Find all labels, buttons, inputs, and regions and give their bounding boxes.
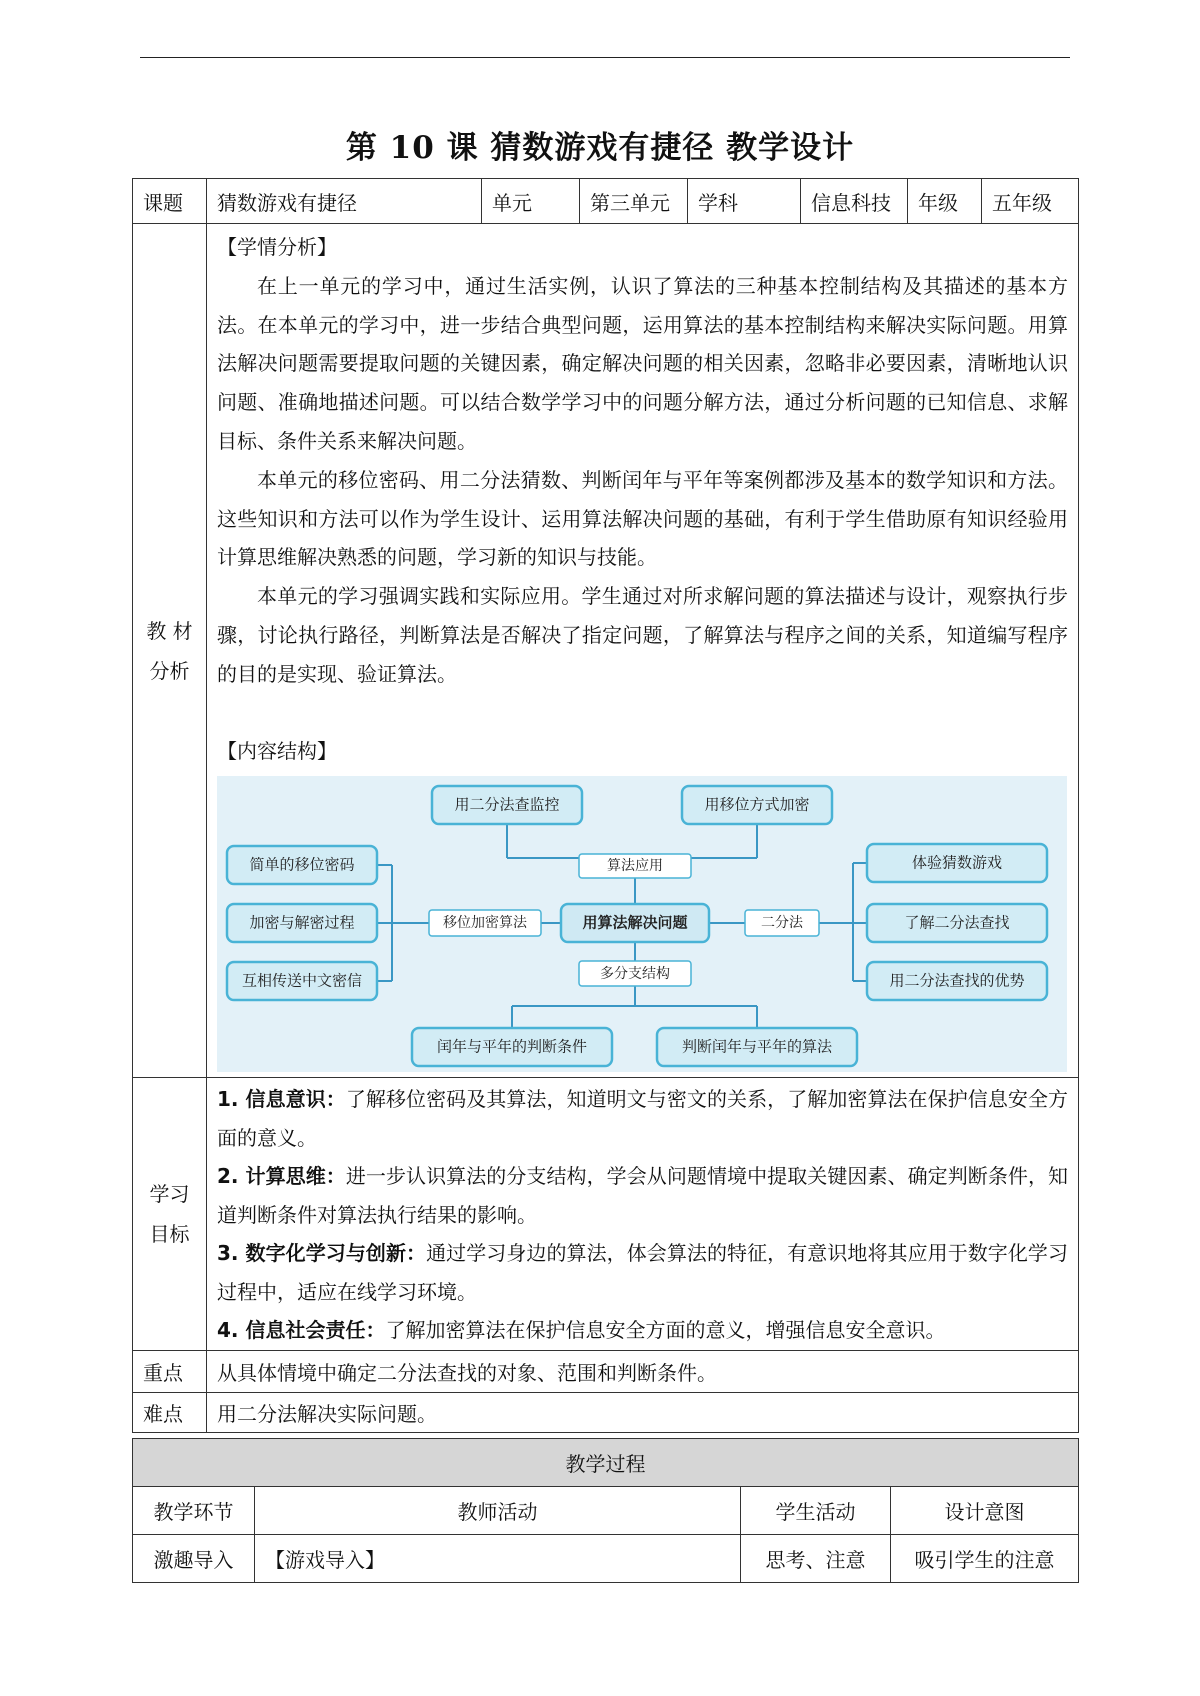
diagram-node-left-3 <box>227 962 377 1000</box>
key-point-text: 从具体情境中确定二分法查找的对象、范围和判断条件。 <box>207 1350 1079 1392</box>
document-title: 第 10 课 猜数游戏有捷径 教学设计 <box>345 130 855 166</box>
diagram-node-top-left-label: 用二分法查监控 <box>454 795 560 814</box>
student-analysis-heading: 【学情分析】 <box>217 235 337 259</box>
diagram-node-bottom-right <box>657 1028 857 1066</box>
header-rule <box>140 57 1070 58</box>
difficulty-text: 用二分法解决实际问题。 <box>207 1392 1079 1432</box>
difficulty-label: 难点 <box>133 1392 207 1432</box>
diagram-node-right-2 <box>867 904 1047 942</box>
intent-cell: 吸引学生的注意 <box>891 1535 1079 1583</box>
analysis-paragraph: 在上一单元的学习中，通过生活实例，认识了算法的三种基本控制结构及其描述的基本方法。在本单元的学习中，进一步结合典型问题，运用算法的基本控制结构来解决实际问题。用算法解决问题需要提取问题的关键因素，确定解决问题的相关因素，忽略非必要因素，清晰地认识问题、准确地描述问题。可以结合数学学习中的问题分解方法，通过分析问题的已知信息、求解目标、条件关系来解决问题。 <box>217 273 1068 453</box>
diagram-node-left-3-label: 互相传送中文密信 <box>241 971 363 990</box>
diagram-node-top-mid-label: 算法应用 <box>607 858 663 875</box>
student-cell: 思考、注意 <box>741 1535 891 1583</box>
goals-label: 学习 目标 <box>133 1078 207 1351</box>
col-stage: 教学环节 <box>133 1487 255 1535</box>
diagram-node-top-left <box>432 786 582 824</box>
key-point-row <box>133 1350 1079 1392</box>
process-header: 教学过程 <box>133 1439 1079 1487</box>
grade-label: 年级 <box>908 179 982 224</box>
diagram-node-left-2 <box>227 904 377 942</box>
goal-item: 3. 数字化学习与创新：通过学习身边的算法，体会算法的特征，有意识地将其应用于数字化学习过程中，适应在线学习环境。 <box>217 1241 1068 1304</box>
teaching-process-table <box>132 1438 1079 1583</box>
col-student: 学生活动 <box>741 1487 891 1535</box>
difficulty-row <box>133 1392 1079 1432</box>
diagram-node-center-label: 用算法解决问题 <box>582 913 688 932</box>
diagram-node-bottom-mid <box>579 961 691 986</box>
stage-cell: 激趣导入 <box>133 1535 255 1583</box>
col-teacher: 教师活动 <box>255 1487 741 1535</box>
diagram-node-bottom-left <box>412 1028 612 1066</box>
key-point-label: 重点 <box>133 1350 207 1392</box>
diagram-node-top-mid <box>579 854 691 878</box>
process-row <box>133 1535 1079 1583</box>
goals-content <box>207 1078 1079 1351</box>
info-row <box>133 179 1079 224</box>
diagram-node-top-right <box>682 786 832 824</box>
diagram-node-left-mid-label: 移位加密算法 <box>443 915 527 932</box>
unit-label: 单元 <box>482 179 580 224</box>
teacher-cell: 【游戏导入】 <box>255 1535 741 1583</box>
diagram-node-bottom-left-label: 闰年与平年的判断条件 <box>436 1037 588 1056</box>
goals-row <box>133 1078 1079 1351</box>
process-columns-row <box>133 1487 1079 1535</box>
goal-item: 1. 信息意识：了解移位密码及其算法，知道明文与密文的关系，了解加密算法在保护信息安全方面的意义。 <box>217 1087 1069 1150</box>
goal-item: 2. 计算思维：进一步认识算法的分支结构，学会从问题情境中提取关键因素、确定判断条件，知道判断条件对算法执行结果的影响。 <box>217 1164 1069 1227</box>
diagram-node-right-1 <box>867 844 1047 882</box>
diagram-node-right-2-label: 了解二分法查找 <box>904 913 1010 932</box>
diagram-node-right-mid <box>745 910 819 936</box>
process-header-row <box>133 1439 1079 1487</box>
subject-value: 猜数游戏有捷径 <box>207 179 482 224</box>
diagram-node-bottom-right-label: 判断闰年与平年的算法 <box>681 1037 833 1056</box>
discipline-value: 信息科技 <box>801 179 908 224</box>
diagram-node-right-mid-label: 二分法 <box>761 915 803 932</box>
structure-heading: 【内容结构】 <box>217 738 337 763</box>
diagram-node-right-1-label: 体验猜数游戏 <box>911 853 1003 872</box>
analysis-content <box>207 224 1079 1078</box>
diagram-node-left-1 <box>227 846 377 884</box>
analysis-label: 教 材 分析 <box>133 224 207 1078</box>
analysis-paragraph: 本单元的移位密码、用二分法猜数、判断闰年与平年等案例都涉及基本的数学知识和方法。这些知识和方法可以作为学生设计、运用算法解决问题的基础，有利于学生借助原有知识经验用计算思维解决熟悉的问题，学习新的知识与技能。 <box>217 467 1068 570</box>
diagram-node-right-3 <box>867 962 1047 1000</box>
subject-label: 课题 <box>133 179 207 224</box>
goal-item: 4. 信息社会责任：了解加密算法在保护信息安全方面的意义，增强信息安全意识。 <box>217 1318 946 1342</box>
grade-value: 五年级 <box>982 179 1079 224</box>
diagram-node-top-right-label: 用移位方式加密 <box>704 795 810 814</box>
lesson-info-table <box>132 178 1079 1433</box>
diagram-node-bottom-mid-label: 多分支结构 <box>600 966 670 983</box>
content-structure-diagram <box>217 776 1067 1072</box>
diagram-node-left-mid <box>429 910 541 936</box>
diagram-node-right-3-label: 用二分法查找的优势 <box>889 971 1025 990</box>
diagram-node-left-1-label: 简单的移位密码 <box>249 855 355 874</box>
analysis-paragraph: 本单元的学习强调实践和实际应用。学生通过对所求解问题的算法描述与设计，观察执行步骤，讨论执行路径，判断算法是否解决了指定问题，了解算法与程序之间的关系，知道编写程序的目的是实现、验证算法。 <box>217 584 1068 686</box>
unit-value: 第三单元 <box>580 179 688 224</box>
diagram-node-left-2-label: 加密与解密过程 <box>249 913 355 932</box>
analysis-row <box>133 224 1079 1078</box>
col-intent: 设计意图 <box>891 1487 1079 1535</box>
discipline-label: 学科 <box>688 179 801 224</box>
diagram-node-center <box>561 904 709 942</box>
